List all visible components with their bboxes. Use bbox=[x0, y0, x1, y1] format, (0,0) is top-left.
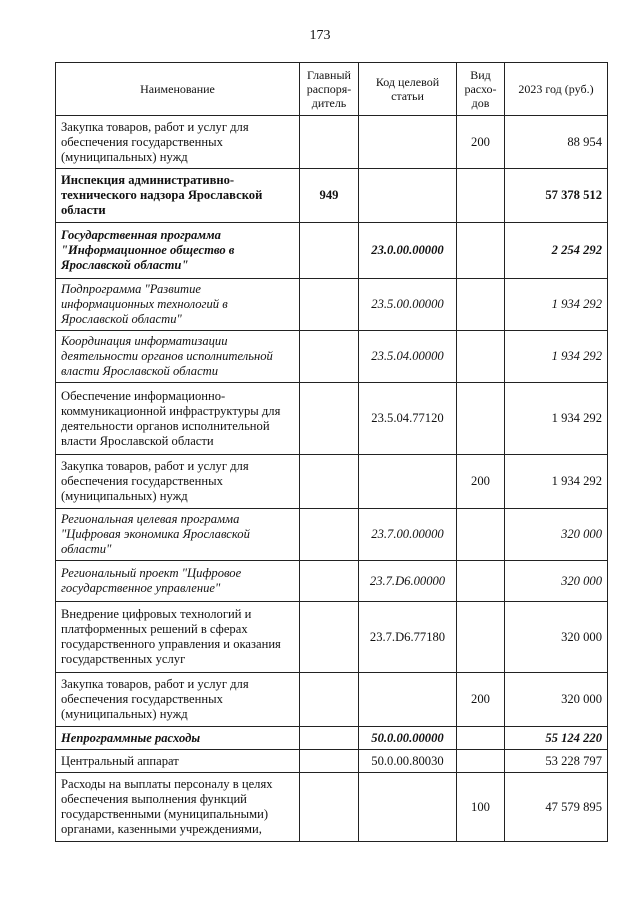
table-row bbox=[56, 279, 608, 331]
cell-manager bbox=[300, 602, 359, 673]
cell-manager bbox=[300, 116, 359, 169]
header-amount: 2023 год (руб.) bbox=[505, 63, 608, 116]
cell-type: 100 bbox=[457, 773, 505, 842]
cell-amount: 88 954 bbox=[505, 116, 608, 169]
cell-name: Подпрограмма "Развитие информационных технологий в Ярославской области" bbox=[56, 279, 300, 331]
cell-code: 23.0.00.00000 bbox=[359, 223, 457, 279]
cell-code bbox=[359, 116, 457, 169]
cell-code: 23.5.04.77120 bbox=[359, 383, 457, 455]
cell-manager bbox=[300, 331, 359, 383]
cell-manager bbox=[300, 727, 359, 750]
cell-code bbox=[359, 673, 457, 727]
table-row bbox=[56, 383, 608, 455]
cell-type bbox=[457, 169, 505, 223]
cell-amount: 1 934 292 bbox=[505, 455, 608, 509]
table-row bbox=[56, 116, 608, 169]
cell-name: Государственная программа "Информационное общество в Ярославской области" bbox=[56, 223, 300, 279]
cell-amount: 53 228 797 bbox=[505, 750, 608, 773]
cell-type bbox=[457, 750, 505, 773]
table-row bbox=[56, 727, 608, 750]
table-row bbox=[56, 602, 608, 673]
cell-manager bbox=[300, 773, 359, 842]
cell-name: Внедрение цифровых технологий и платформенных решений в сферах государственного управления и оказания государственных услуг bbox=[56, 602, 300, 673]
cell-code bbox=[359, 169, 457, 223]
cell-manager bbox=[300, 383, 359, 455]
cell-manager bbox=[300, 279, 359, 331]
table-row bbox=[56, 773, 608, 842]
page-number: 173 bbox=[309, 28, 331, 43]
cell-type bbox=[457, 279, 505, 331]
table-row bbox=[56, 331, 608, 383]
cell-amount: 47 579 895 bbox=[505, 773, 608, 842]
cell-amount: 320 000 bbox=[505, 561, 608, 602]
header-code: Код целевой статьи bbox=[359, 63, 457, 116]
cell-name: Региональный проект "Цифровое государственное управление" bbox=[56, 561, 300, 602]
budget-table bbox=[55, 62, 608, 842]
cell-type bbox=[457, 727, 505, 750]
cell-manager bbox=[300, 509, 359, 561]
table-row bbox=[56, 673, 608, 727]
cell-type bbox=[457, 561, 505, 602]
cell-manager bbox=[300, 750, 359, 773]
cell-amount: 1 934 292 bbox=[505, 279, 608, 331]
cell-code: 23.7.D6.77180 bbox=[359, 602, 457, 673]
header-type: Вид расхо-дов bbox=[457, 63, 505, 116]
cell-amount: 2 254 292 bbox=[505, 223, 608, 279]
cell-name: Закупка товаров, работ и услуг для обеспечения государственных (муниципальных) нужд bbox=[56, 116, 300, 169]
cell-amount: 1 934 292 bbox=[505, 331, 608, 383]
cell-amount: 320 000 bbox=[505, 602, 608, 673]
header-manager: Главный распоря-дитель bbox=[300, 63, 359, 116]
cell-code: 50.0.00.80030 bbox=[359, 750, 457, 773]
cell-name: Инспекция административно-технического надзора Ярославской области bbox=[56, 169, 300, 223]
cell-name: Координация информатизации деятельности органов исполнительной власти Ярославской области bbox=[56, 331, 300, 383]
table-row bbox=[56, 750, 608, 773]
cell-type bbox=[457, 509, 505, 561]
cell-amount: 57 378 512 bbox=[505, 169, 608, 223]
table-row bbox=[56, 455, 608, 509]
table-row bbox=[56, 509, 608, 561]
table-header-row bbox=[56, 63, 608, 116]
cell-manager bbox=[300, 673, 359, 727]
cell-manager: 949 bbox=[300, 169, 359, 223]
cell-type bbox=[457, 331, 505, 383]
cell-name: Непрограммные расходы bbox=[56, 727, 300, 750]
header-name: Наименование bbox=[56, 63, 300, 116]
cell-code: 23.7.D6.00000 bbox=[359, 561, 457, 602]
cell-name: Закупка товаров, работ и услуг для обеспечения государственных (муниципальных) нужд bbox=[56, 673, 300, 727]
cell-code: 23.5.04.00000 bbox=[359, 331, 457, 383]
cell-amount: 55 124 220 bbox=[505, 727, 608, 750]
cell-name: Расходы на выплаты персоналу в целях обеспечения выполнения функций государственными (муниципальными) органами, казенными учреждениями, bbox=[56, 773, 300, 842]
cell-type bbox=[457, 383, 505, 455]
cell-name: Центральный аппарат bbox=[56, 750, 300, 773]
cell-name: Обеспечение информационно-коммуникационной инфраструктуры для деятельности органов исполнительной власти Ярославской области bbox=[56, 383, 300, 455]
cell-name: Закупка товаров, работ и услуг для обеспечения государственных (муниципальных) нужд bbox=[56, 455, 300, 509]
cell-code bbox=[359, 773, 457, 842]
cell-type: 200 bbox=[457, 455, 505, 509]
table-row bbox=[56, 561, 608, 602]
cell-code: 50.0.00.00000 bbox=[359, 727, 457, 750]
cell-type: 200 bbox=[457, 673, 505, 727]
cell-amount: 320 000 bbox=[505, 509, 608, 561]
cell-amount: 320 000 bbox=[505, 673, 608, 727]
table-row bbox=[56, 223, 608, 279]
cell-manager bbox=[300, 223, 359, 279]
cell-type bbox=[457, 223, 505, 279]
cell-type: 200 bbox=[457, 116, 505, 169]
cell-manager bbox=[300, 561, 359, 602]
cell-name: Региональная целевая программа "Цифровая экономика Ярославской области" bbox=[56, 509, 300, 561]
cell-code bbox=[359, 455, 457, 509]
cell-code: 23.5.00.00000 bbox=[359, 279, 457, 331]
cell-code: 23.7.00.00000 bbox=[359, 509, 457, 561]
cell-manager bbox=[300, 455, 359, 509]
cell-amount: 1 934 292 bbox=[505, 383, 608, 455]
table-row bbox=[56, 169, 608, 223]
cell-type bbox=[457, 602, 505, 673]
